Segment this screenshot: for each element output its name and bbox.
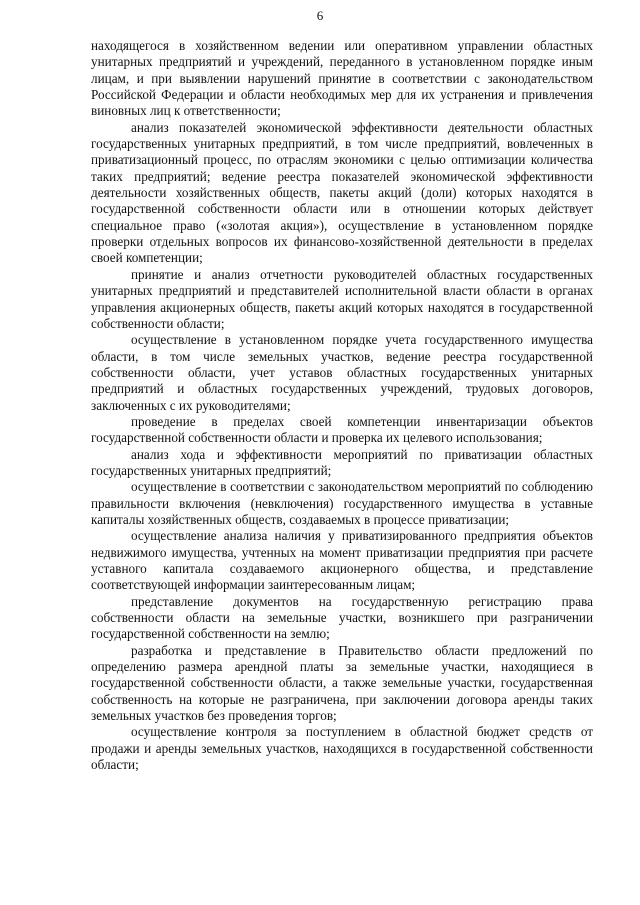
- paragraph: осуществление в соответствии с законодательством мероприятий по соблюдению правильности включения (невключения) государственного имущества в уставные капиталы хозяйственных обществ, создаваемых в процессе приватизации;: [91, 479, 593, 527]
- paragraph: осуществление в установленном порядке учета государственного имущества области, в том числе земельных участков, ведение реестра государственной собственности области, учет уставов областных государственных унитарных предприятий и областных государственных учреждений, трудовых договоров, заключенных с их руководителями;: [91, 332, 593, 413]
- paragraph: находящегося в хозяйственном ведении или оперативном управлении областных унитарных предприятий и учреждений, переданного в установленном порядке иным лицам, и при выявлении нарушений принятие в соответствии с законодательством Российской Федерации и области необходимых мер для их устранения и привлечения виновных лиц к ответственности;: [91, 38, 593, 119]
- paragraph: принятие и анализ отчетности руководителей областных государственных унитарных предприятий и представителей исполнительной власти области в органах управления акционерных обществ, пакеты акций которых находятся в государственной собственности области;: [91, 266, 593, 331]
- paragraph: проведение в пределах своей компетенции инвентаризации объектов государственной собственности области и проверка их целевого использования;: [91, 413, 593, 446]
- paragraph: анализ показателей экономической эффективности деятельности областных государственных унитарных предприятий, в том числе предприятий, вовлеченных в приватизационный процесс, по отраслям экономики с целью оптимизации количества таких предприятий; ведение реестра показателей экономической эффективности деятельности хозяйственных обществ, пакеты акций (доли) которых находятся в государственной собственности области или в отношении которых действует специальное право («золотая акция»), осуществление в установленном порядке проверки отдельных вопросов их финансово-хозяйственной деятельности в пределах своей компетенции;: [91, 119, 593, 266]
- paragraph: осуществление анализа наличия у приватизированного предприятия объектов недвижимого имущества, учтенных на момент приватизации предприятия при расчете уставного капитала создаваемого акционерного общества, и представление соответствующей информации заинтересованным лицам;: [91, 528, 593, 593]
- paragraph: осуществление контроля за поступлением в областной бюджет средств от продажи и аренды земельных участков, находящихся в государственной собственности области;: [91, 724, 593, 773]
- body-text: [91, 38, 593, 773]
- paragraph: анализ хода и эффективности мероприятий по приватизации областных государственных унитарных предприятий;: [91, 446, 593, 478]
- paragraph: разработка и представление в Правительство области предложений по определению размера арендной платы за земельные участки, находящиеся в государственной собственности области, а также земельные участки, государственная собственность на которые не разграничена, при заключении договора аренды таких земельных участков без проведения торгов;: [91, 642, 593, 724]
- page-number: 6: [316, 8, 324, 23]
- paragraph: представление документов на государственную регистрацию права собственности области на земельные участки, возникшего при разграничении государственной собственности на землю;: [91, 593, 593, 642]
